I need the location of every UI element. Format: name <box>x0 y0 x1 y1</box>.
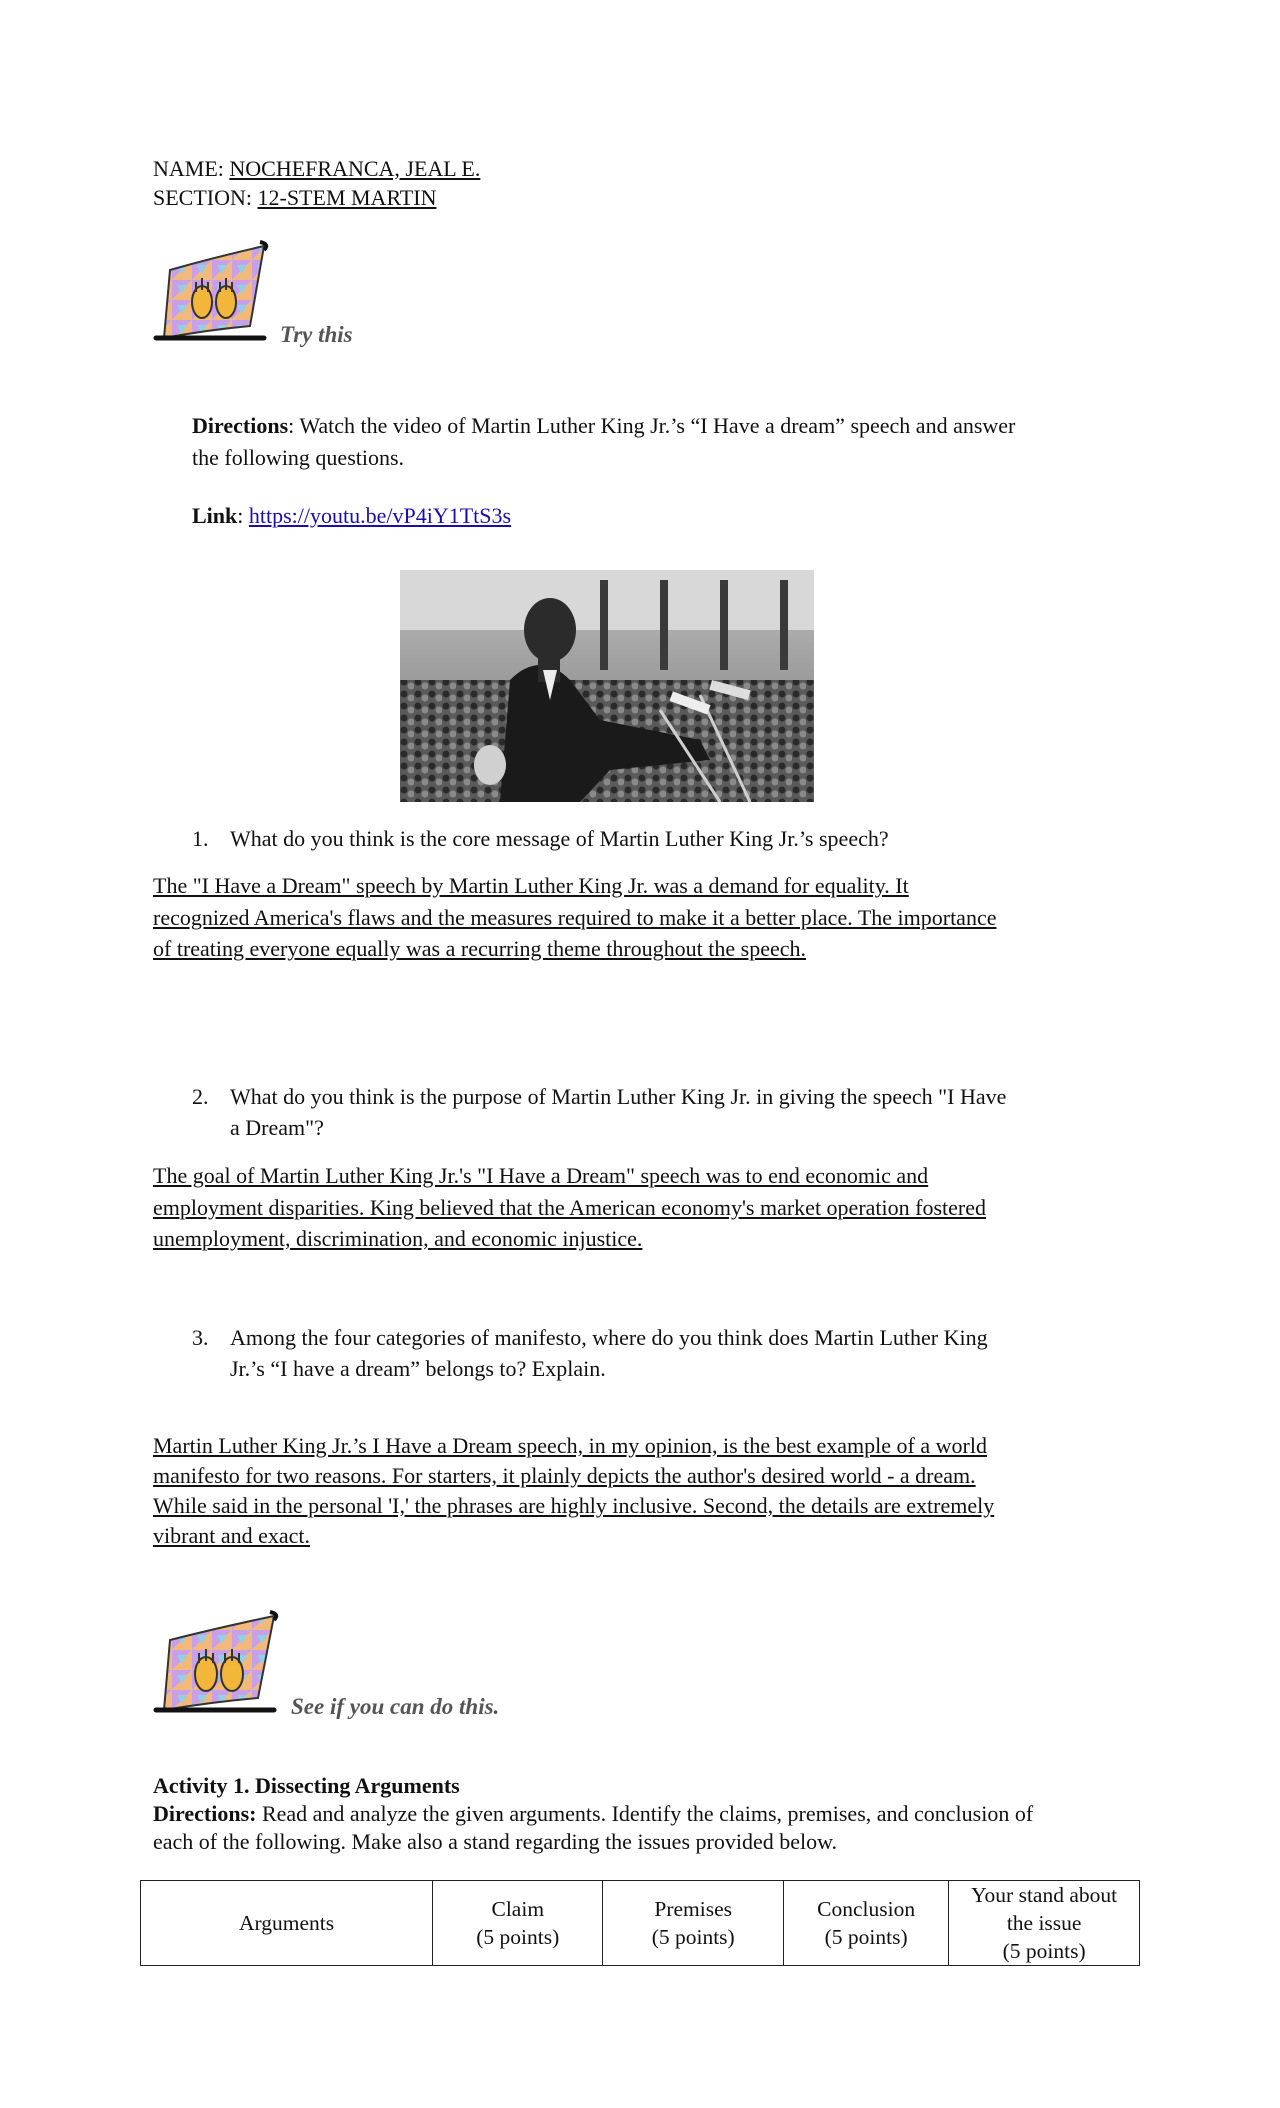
answer-line: recognized America's flaws and the measures required to make it a better place. The importance <box>153 904 997 930</box>
name-line <box>153 154 480 183</box>
name-label: NAME: <box>153 156 224 181</box>
answer-line: employment disparities. King believed that the American economy's market operation fostered <box>153 1194 986 1220</box>
arguments-table <box>140 1880 1140 1966</box>
activity-title: Activity 1. Dissecting Arguments <box>153 1773 460 1798</box>
answer-line: manifesto for two reasons. For starters, it plainly depicts the author's desired world - a dream. <box>153 1463 976 1488</box>
header-arguments: Arguments <box>141 1881 433 1966</box>
video-link[interactable]: https://youtu.be/vP4iY1TtS3s <box>248 503 512 528</box>
directions-text-1: : Watch the video of Martin Luther King Jr.’s “I Have a dream” speech and answer <box>288 413 1016 438</box>
hands-scroll-icon <box>152 240 272 344</box>
answer-line: The "I Have a Dream" speech by Martin Luther King Jr. was a demand for equality. It <box>153 873 909 898</box>
link-label: Link <box>192 503 238 528</box>
answer-line: The goal of Martin Luther King Jr.'s "I Have a Dream" speech was to end economic and <box>153 1163 929 1188</box>
question-number: 2. <box>192 1084 209 1109</box>
answer-line: of treating everyone equally was a recurring theme throughout the speech. <box>153 936 807 961</box>
header-claim: Claim (5 points) <box>433 1881 603 1966</box>
answer-line: unemployment, discrimination, and economic injustice. <box>153 1226 643 1251</box>
name-value: NOCHEFRANCA, JEAL E. <box>229 156 481 181</box>
question-3 <box>192 1322 1192 1386</box>
activity-directions-text-1: Read and analyze the given arguments. Identify the claims, premises, and conclusion of <box>256 1801 1034 1826</box>
table-header-row <box>141 1881 1140 1966</box>
header-stand: Your stand about the issue (5 points) <box>949 1881 1140 1966</box>
section-label: SECTION: <box>153 185 252 210</box>
question-2 <box>192 1081 1192 1145</box>
answer-1 <box>153 870 1143 965</box>
question-number: 1. <box>192 826 209 851</box>
directions-label: Directions <box>192 413 289 438</box>
activity-directions-text-2: each of the following. Make also a stand regarding the issues provided below. <box>153 1829 838 1854</box>
answer-2 <box>153 1160 1143 1255</box>
section-line <box>153 183 436 212</box>
header-premises: Premises (5 points) <box>603 1881 784 1966</box>
link-line: Link: https://youtu.be/vP4iY1TtS3s <box>192 503 512 528</box>
question-text: Among the four categories of manifesto, where do you think does Martin Luther King <box>230 1325 988 1350</box>
question-text: What do you think is the purpose of Martin Luther King Jr. in giving the speech "I Have <box>230 1084 1007 1109</box>
question-number: 3. <box>192 1325 209 1350</box>
header-conclusion: Conclusion (5 points) <box>783 1881 948 1966</box>
see-if-caption: See if you can do this. <box>291 1694 500 1719</box>
speech-photo <box>400 570 814 802</box>
answer-line: While said in the personal 'I,' the phrases are highly inclusive. Second, the details are extremely <box>153 1493 995 1518</box>
answer-line: vibrant and exact. <box>153 1523 310 1548</box>
try-this-caption: Try this <box>280 322 353 347</box>
question-text: Jr.’s “I have a dream” belongs to? Explain. <box>230 1356 606 1381</box>
answer-line: Martin Luther King Jr.’s I Have a Dream speech, in my opinion, is the best example of a world <box>153 1433 987 1458</box>
section-value: 12-STEM MARTIN <box>257 185 437 210</box>
question-text: What do you think is the core message of Martin Luther King Jr.’s speech? <box>230 826 889 851</box>
activity-directions-label: Directions: <box>153 1801 257 1826</box>
question-1 <box>192 823 1192 855</box>
answer-3 <box>153 1431 1143 1551</box>
directions-text-2: the following questions. <box>192 445 405 470</box>
hands-scroll-icon <box>152 1610 282 1716</box>
directions <box>192 410 1152 474</box>
question-text: a Dream"? <box>230 1115 324 1140</box>
activity-block <box>153 1772 1143 1856</box>
